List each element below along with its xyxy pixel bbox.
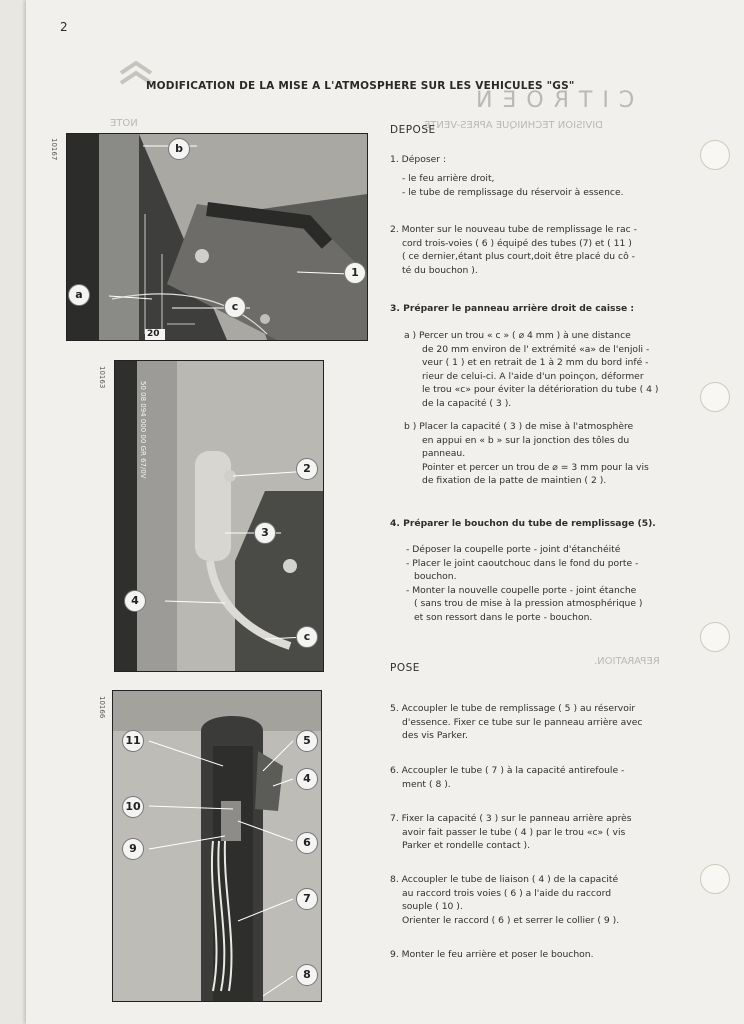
step-3-a-line-6: de la capacité ( 3 ). xyxy=(422,397,512,409)
step-3-a-line-3: veur ( 1 ) et en retrait de 1 à 2 mm du bord infé - xyxy=(422,357,649,368)
step-3-a-line-4: rieur de celui-ci. A l'aide d'un poinçon, déformer xyxy=(422,370,644,382)
step-3-b-line-3: panneau. xyxy=(422,448,466,459)
photo-2-callout-2: 2 xyxy=(296,458,318,480)
step-5 xyxy=(390,702,642,743)
photo-3-callout-11: 11 xyxy=(122,730,144,752)
photo-3-callout-7: 7 xyxy=(296,888,318,910)
step-3-a xyxy=(404,329,658,410)
step-2-line-3: ( ce dernier,étant plus court,doit être placé du cô - xyxy=(402,251,635,262)
photo-3-callout-9: 9 xyxy=(122,838,144,860)
photo-3-ref: 10166 xyxy=(98,696,106,719)
photo-3-callout-6: 6 xyxy=(296,832,318,854)
step-7-line-2: avoir fait passer le tube ( 4 ) par le trou «c» ( vis xyxy=(402,826,626,838)
photo-2-part-text: 50 08 094 000 00 GR 67/0V xyxy=(139,381,147,479)
photo-2-callout-c: c xyxy=(296,626,318,648)
step-3-a-line-1: a ) Percer un trou « c » ( ⌀ 4 mm ) à une distance xyxy=(404,330,631,341)
step-3: 3. Préparer le panneau arrière droit de caisse : xyxy=(390,303,635,314)
step-7 xyxy=(390,812,632,853)
step-3-b-line-1: b ) Placer la capacité ( 3 ) de mise à l'atmosphère xyxy=(404,421,634,432)
step-2-line-2: cord trois-voies ( 6 ) équipé des tubes (7) et ( 11 ) xyxy=(402,237,632,249)
step-4-item-5: ( sans trou de mise à la pression atmosphérique ) xyxy=(414,598,643,609)
step-8 xyxy=(390,873,619,927)
photo-1-ref: 10167 xyxy=(50,138,58,161)
photo-2-callout-4: 4 xyxy=(124,590,146,612)
document-page xyxy=(26,0,744,1024)
step-8-line-4: Orienter le raccord ( 6 ) et serrer le collier ( 9 ). xyxy=(402,914,620,926)
step-3-a-line-2: de 20 mm environ de l' extrémité «a» de l'enjoli - xyxy=(422,343,650,355)
step-1-b: - le tube de remplissage du réservoir à essence. xyxy=(402,187,624,198)
step-3-a-line-5: le trou «c» pour éviter la détérioration du tube ( 4 ) xyxy=(422,384,659,395)
bleed-note: NOTE xyxy=(110,118,138,129)
step-4-item-3: bouchon. xyxy=(414,571,457,582)
step-7-line-3: Parker et rondelle contact ). xyxy=(402,840,531,851)
binder-hole xyxy=(700,382,730,412)
step-3-b-line-2: en appui en « b » sur la jonction des tôles du xyxy=(422,434,630,446)
step-2-line-1: 2. Monter sur le nouveau tube de remplissage le rac - xyxy=(390,224,637,235)
step-5-line-3: des vis Parker. xyxy=(402,730,468,741)
page-title: MODIFICATION DE LA MISE A L'ATMOSPHERE SUR LES VEHICULES "GS" xyxy=(146,80,575,92)
photo-2-ref: 10163 xyxy=(98,366,106,389)
step-4-item-6: et son ressort dans le porte - bouchon. xyxy=(414,611,593,623)
step-6 xyxy=(390,764,624,791)
page-number: 2 xyxy=(60,20,68,34)
step-4-item-4: - Monter la nouvelle coupelle porte - joint étanche xyxy=(406,584,637,596)
photo-3-callout-8: 8 xyxy=(296,964,318,986)
step-3-b-line-5: de fixation de la patte de maintien ( 2 ). xyxy=(422,475,607,486)
binder-hole xyxy=(700,622,730,652)
step-2-line-4: té du bouchon ). xyxy=(402,264,478,276)
step-6-line-2: ment ( 8 ). xyxy=(402,778,451,790)
step-5-line-2: d'essence. Fixer ce tube sur le panneau arrière avec xyxy=(402,716,643,728)
photo-3-callout-10: 10 xyxy=(122,796,144,818)
photo-2 xyxy=(114,360,324,672)
step-3-b xyxy=(404,420,649,488)
binder-hole xyxy=(700,140,730,170)
step-5-line-1: 5. Accoupler le tube de remplissage ( 5 ) au réservoir xyxy=(390,703,636,714)
step-4-item-2: - Placer le joint caoutchouc dans le fond du porte - xyxy=(406,557,639,569)
step-2 xyxy=(390,223,637,277)
photo-1 xyxy=(66,133,368,341)
step-9: 9. Monter le feu arrière et poser le bouchon. xyxy=(390,949,594,960)
bleed-division: DIVISION TECHNIQUE APRES-VENTE xyxy=(424,120,603,131)
step-4-items xyxy=(406,543,643,624)
step-1: 1. Déposer : xyxy=(390,154,447,165)
step-8-line-2: au raccord trois voies ( 6 ) a l'aide du raccord xyxy=(402,887,612,899)
photo-3-callout-5: 5 xyxy=(296,730,318,752)
depose-heading: DEPOSE xyxy=(390,124,436,136)
bleed-brand: CITROEN xyxy=(466,88,635,113)
step-1-a: - le feu arrière droit, xyxy=(402,173,495,184)
photo-1-dimension: 20 xyxy=(147,329,160,339)
step-4-item-1: - Déposer la coupelle porte - joint d'étanchéité xyxy=(406,544,621,555)
photo-2-callout-3: 3 xyxy=(254,522,276,544)
bleed-reparation: REPARATION. xyxy=(594,656,660,667)
photo-1-callout-a: a xyxy=(68,284,90,306)
photo-1-callout-b: b xyxy=(168,138,190,160)
photo-1-callout-1: 1 xyxy=(344,262,366,284)
step-6-line-1: 6. Accoupler le tube ( 7 ) à la capacité antirefoule - xyxy=(390,765,625,776)
photo-1-callout-c: c xyxy=(224,296,246,318)
pose-heading: POSE xyxy=(390,662,420,674)
step-4: 4. Préparer le bouchon du tube de remplissage (5). xyxy=(390,518,656,529)
photo-3-callout-4: 4 xyxy=(296,768,318,790)
binder-hole xyxy=(700,864,730,894)
step-3-b-line-4: Pointer et percer un trou de ⌀ = 3 mm pour la vis xyxy=(422,461,649,473)
step-8-line-1: 8. Accoupler le tube de liaison ( 4 ) de la capacité xyxy=(390,874,619,885)
step-7-line-1: 7. Fixer la capacité ( 3 ) sur le panneau arrière après xyxy=(390,813,632,824)
step-8-line-3: souple ( 10 ). xyxy=(402,901,463,912)
